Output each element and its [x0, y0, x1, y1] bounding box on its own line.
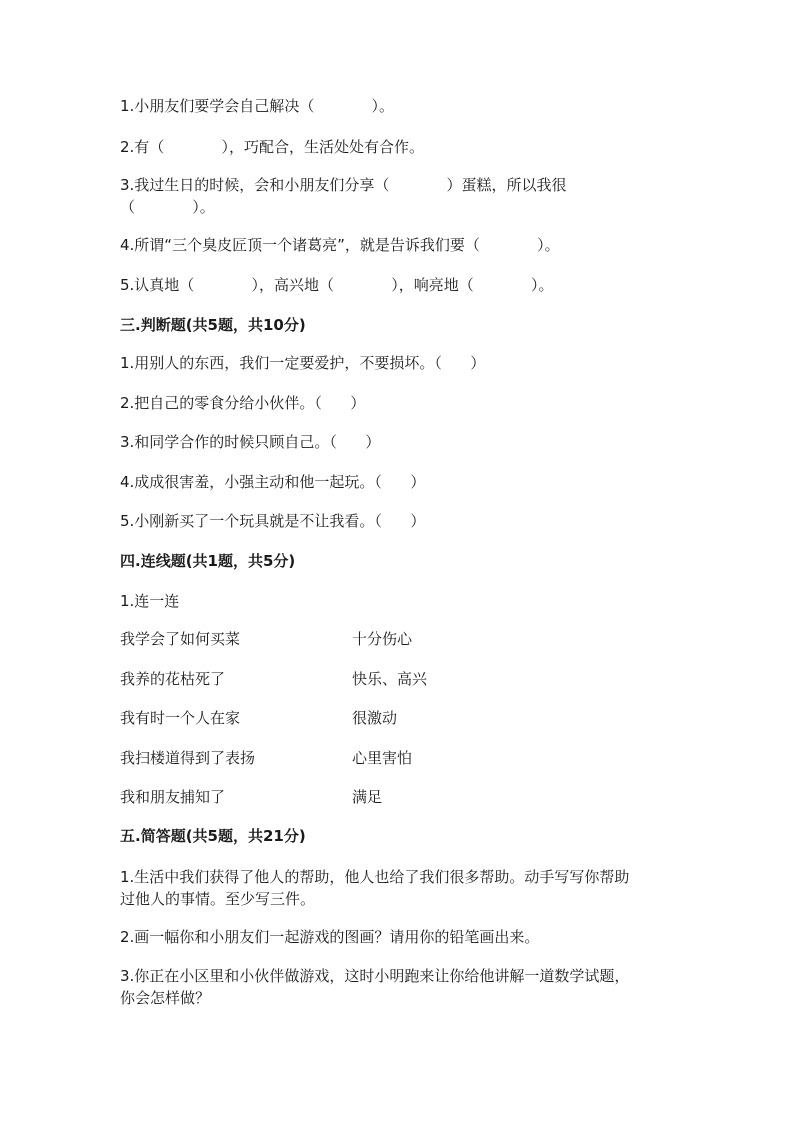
short-answer-heading: 五.简答题(共5题，共21分) [120, 827, 306, 845]
judge-question-1: 1.用别人的东西，我们一定要爱护，不要损坏。（ ） [120, 354, 486, 372]
short-answer-question-3-line-2: 你会怎样做？ [120, 989, 211, 1007]
fill-in-question-5: 5.认真地（ ），高兴地（ ），响亮地（ ）。 [120, 276, 554, 294]
fill-in-question-3-line-1: 3.我过生日的时候，会和小朋友们分享（ ）蛋糕，所以我很 [120, 176, 567, 194]
match-right-item: 满足 [352, 788, 383, 806]
fill-in-question-1: 1.小朋友们要学会自己解决（ ）。 [120, 97, 395, 115]
short-answer-question-3-line-1: 3.你正在小区里和小伙伴做游戏，这时小明跑来让你给他讲解一道数学试题， [120, 967, 630, 985]
match-left-item: 我有时一个人在家 [120, 709, 241, 727]
fill-in-question-4: 4.所谓“三个臭皮匠顶一个诸葛亮”，就是告诉我们要（ ）。 [120, 236, 560, 254]
match-left-item: 我扫楼道得到了表扬 [120, 749, 256, 767]
short-answer-question-1-line-2: 过他人的事情。至少写三件。 [120, 890, 316, 908]
match-left-item: 我学会了如何买菜 [120, 630, 241, 648]
judge-heading: 三.判断题(共5题，共10分) [120, 316, 306, 334]
match-right-item: 心里害怕 [352, 749, 413, 767]
short-answer-question-1-line-1: 1.生活中我们获得了他人的帮助，他人也给了我们很多帮助。动手写写你帮助 [120, 868, 630, 886]
match-right-item: 快乐、高兴 [352, 670, 428, 688]
match-left-item: 我和朋友捕知了 [120, 788, 226, 806]
judge-question-5: 5.小刚新买了一个玩具就是不让我看。（ ） [120, 512, 426, 530]
judge-question-3: 3.和同学合作的时候只顾自己。（ ） [120, 433, 381, 451]
short-answer-question-2: 2.画一幅你和小朋友们一起游戏的图画？请用你的铅笔画出来。 [120, 928, 540, 946]
match-right-item: 很激动 [352, 709, 398, 727]
fill-in-question-3-line-2: （ ）。 [120, 198, 215, 216]
judge-question-2: 2.把自己的零食分给小伙伴。（ ） [120, 394, 366, 412]
fill-in-question-2: 2.有（ ），巧配合，生活处处有合作。 [120, 138, 425, 156]
match-left-item: 我养的花枯死了 [120, 670, 226, 688]
judge-question-4: 4.成成很害羞，小强主动和他一起玩。（ ） [120, 473, 426, 491]
match-heading: 四.连线题(共1题，共5分) [120, 552, 296, 570]
match-right-item: 十分伤心 [352, 630, 413, 648]
match-question: 1.连一连 [120, 592, 180, 610]
